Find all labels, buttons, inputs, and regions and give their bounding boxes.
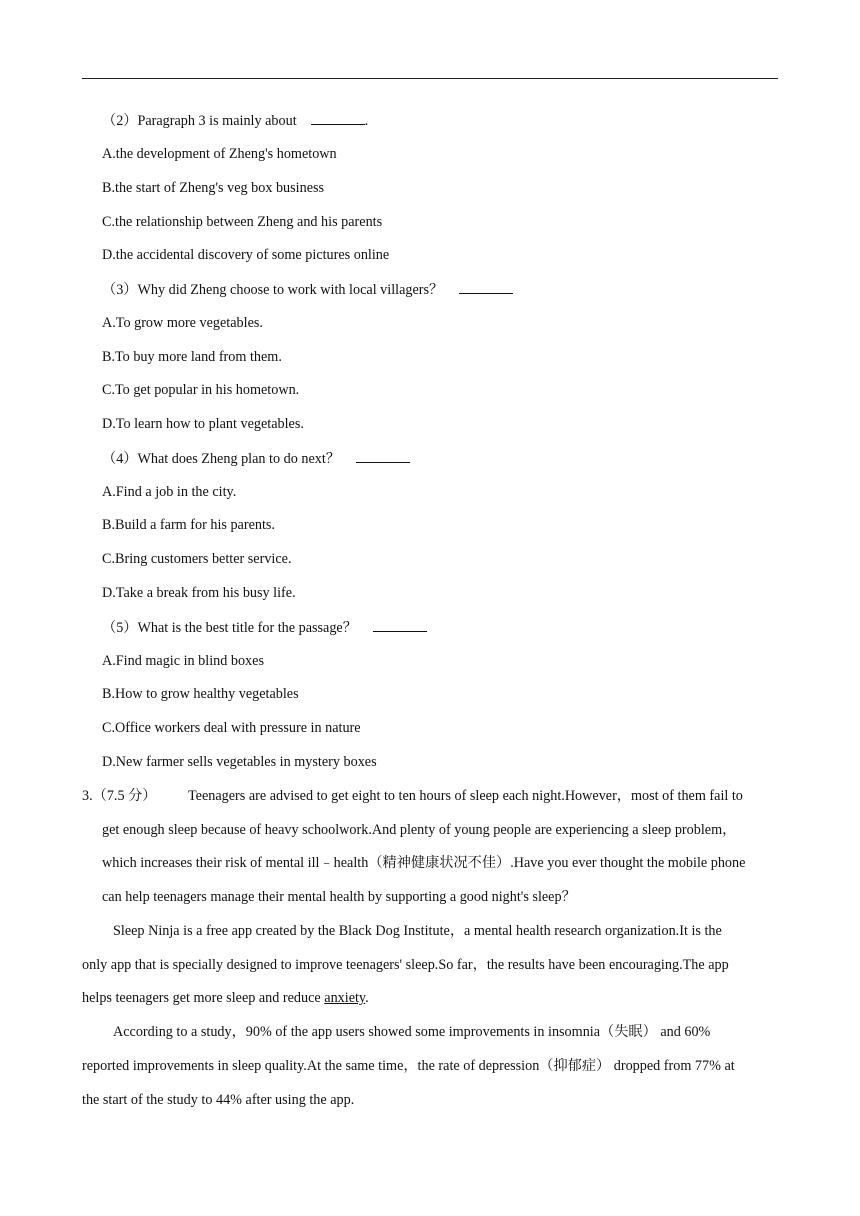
passage-line: only app that is specially designed to improve teenagers' sleep.So far，the results have been encouraging.The app	[82, 957, 729, 973]
option-b: B.To buy more land from them.	[102, 349, 282, 365]
answer-blank	[311, 111, 365, 125]
question-number: 3.（7.5 分）	[82, 788, 157, 804]
passage-text: Teenagers are advised to get eight to ten hours of sleep each night.However，most of them fail to	[188, 788, 743, 804]
option-b: B.Build a farm for his parents.	[102, 517, 275, 533]
question-4	[102, 449, 410, 468]
question-5-prompt: （5）What is the best title for the passage？	[102, 620, 357, 636]
passage-line: which increases their risk of mental ill﹣health（精神健康状况不佳）.Have you ever thought the mobile phone	[102, 855, 746, 871]
passage-text: helps teenagers get more sleep and reduce	[82, 990, 325, 1006]
question-5	[102, 618, 427, 637]
option-a: A.Find magic in blind boxes	[102, 653, 264, 669]
question-3	[102, 280, 513, 299]
passage-line: reported improvements in sleep quality.At the same time，the rate of depression（抑郁症） dropped from 77% at	[82, 1058, 735, 1074]
option-a: A.To grow more vegetables.	[102, 315, 263, 331]
answer-blank	[373, 618, 427, 632]
question-3-prompt: （3）Why did Zheng choose to work with local villagers？	[102, 282, 444, 298]
passage-line: the start of the study to 44% after using the app.	[82, 1092, 355, 1108]
option-b: B.How to grow healthy vegetables	[102, 686, 299, 702]
question-2-end: .	[364, 113, 369, 129]
passage-line: Sleep Ninja is a free app created by the Black Dog Institute，a mental health research organization.It is the	[113, 923, 722, 939]
header-rule	[82, 78, 778, 79]
option-c: C.Office workers deal with pressure in nature	[102, 720, 361, 736]
option-d: D.the accidental discovery of some pictures online	[102, 247, 390, 263]
answer-blank	[459, 280, 513, 294]
option-c: C.the relationship between Zheng and his parents	[102, 214, 383, 230]
question-2	[102, 111, 368, 130]
passage-line: get enough sleep because of heavy schoolwork.And plenty of young people are experiencing a sleep problem，	[102, 822, 737, 838]
passage-text-end: .	[365, 990, 369, 1006]
passage-line: According to a study，90% of the app users showed some improvements in insomnia（失眠） and 60%	[113, 1024, 711, 1040]
passage-line	[82, 989, 369, 1007]
option-d: D.Take a break from his busy life.	[102, 585, 296, 601]
passage-line: can help teenagers manage their mental health by supporting a good night's sleep？	[102, 889, 576, 905]
underlined-word: anxiety	[324, 990, 366, 1006]
option-c: C.Bring customers better service.	[102, 551, 292, 567]
option-d: D.To learn how to plant vegetables.	[102, 416, 304, 432]
option-a: A.the development of Zheng's hometown	[102, 146, 337, 162]
answer-blank	[356, 449, 410, 463]
passage-line	[188, 787, 780, 805]
option-c: C.To get popular in his hometown.	[102, 382, 300, 398]
question-2-prompt: （2）Paragraph 3 is mainly about	[102, 113, 297, 129]
option-d: D.New farmer sells vegetables in mystery boxes	[102, 754, 377, 770]
option-a: A.Find a job in the city.	[102, 484, 237, 500]
question-4-prompt: （4）What does Zheng plan to do next？	[102, 451, 340, 467]
option-b: B.the start of Zheng's veg box business	[102, 180, 325, 196]
